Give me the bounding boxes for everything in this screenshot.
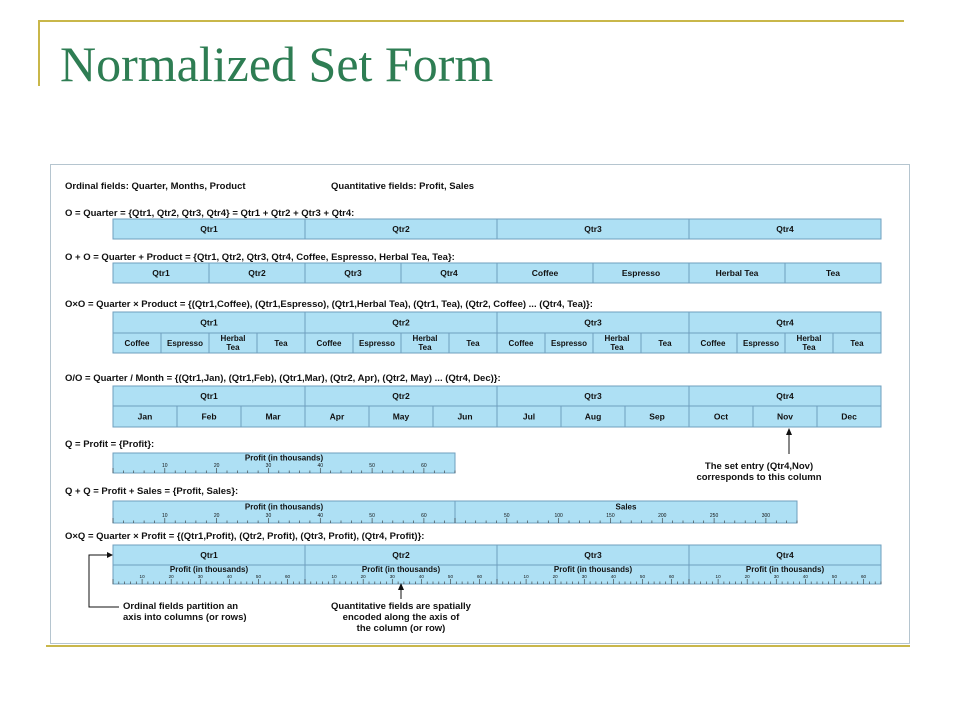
row-oxo-cells	[113, 312, 881, 353]
row-qpq-sales-tick-label: 150	[606, 513, 615, 519]
row-oso-month-cell-label: Oct	[713, 411, 729, 422]
row-qpq-sales-tick-label: 250	[709, 513, 719, 519]
row-oso-month-cell-label: Jan	[137, 411, 153, 422]
row-oxq-profit-tick-label: 60	[668, 574, 675, 579]
row-oxo-quarter-cell-label: Qtr2	[392, 317, 410, 328]
quant-note-line1: Quantitative fields are spatially	[331, 601, 471, 612]
row-oxo-product-label: Espresso	[550, 339, 588, 348]
row-oxo-product-label: Tea	[226, 343, 240, 352]
row-oxq-profit-tick-label: 10	[139, 574, 145, 579]
row-oxq-profit-tick-label: 30	[197, 574, 203, 579]
row-q-tick-label: 20	[213, 463, 220, 469]
row-oxq-profit-axis-title: Profit (in thousands)	[553, 565, 633, 575]
row-o-cell-label: Qtr3	[584, 224, 602, 234]
row-qpq-profit-tick-label: 30	[265, 513, 272, 519]
row-qpq-sales-tick-label: 50	[504, 513, 510, 519]
row-oso-cells	[113, 386, 881, 427]
row-qpq-profit-tick-label: 20	[213, 513, 220, 519]
set-entry-arrow-head	[786, 428, 792, 435]
row-oxq-profit-tick-label: 30	[581, 574, 587, 579]
row-q-tick-label: 60	[421, 463, 427, 469]
ordinal-note-line1: Ordinal fields partition an	[123, 601, 239, 612]
row-oxo-product-label: Espresso	[166, 339, 204, 348]
row-q-label: Q = Profit = {Profit}:	[65, 439, 155, 450]
ordinal-note-arrow-head	[107, 552, 113, 558]
row-oxq-profit-tick-label: 50	[639, 574, 646, 579]
row-oxo-product-label: Tea	[802, 343, 816, 352]
row-oso-month-cell-label: Mar	[265, 411, 281, 422]
row-oxo-quarter-cell-label: Qtr4	[776, 317, 794, 328]
row-oxo-product-label: Tea	[658, 339, 672, 348]
quant-note-line3: the column (or row)	[356, 623, 446, 634]
row-oxq-profit-tick-label: 50	[831, 574, 838, 579]
row-qpq-axis	[113, 501, 797, 523]
row-oso-month-cell-label: Jun	[457, 411, 473, 422]
row-oxo-product-label: Herbal	[412, 334, 438, 343]
ordinal-fields-label: Ordinal fields: Quarter, Months, Product	[65, 181, 246, 192]
row-oso-quarter-cell-label: Qtr3	[584, 391, 602, 401]
ordinal-note-line2: axis into columns (or rows)	[123, 612, 247, 623]
row-oxo-product-label: Coffee	[124, 339, 150, 348]
row-q-tick-label: 10	[162, 463, 168, 469]
row-oxq-profit-tick-label: 40	[610, 574, 616, 579]
row-oxq-profit-tick-label: 50	[255, 574, 262, 579]
row-oxq-profit-tick-label: 20	[360, 574, 366, 579]
row-oxo-product-label: Tea	[850, 339, 864, 348]
row-oxo-product-label: Tea	[418, 343, 432, 352]
row-oxq-quarter-cell-label: Qtr1	[200, 550, 218, 560]
row-oxq-profit-tick-label: 20	[168, 574, 174, 579]
decorative-vertical-line	[38, 20, 40, 86]
row-qpq-profit-axis-title: Profit (in thousands)	[244, 502, 324, 512]
row-oxq-profit-tick-label: 30	[389, 574, 395, 579]
row-oxq-profit-tick-label: 10	[331, 574, 337, 579]
quant-note-line2: encoded along the axis of	[342, 612, 460, 623]
row-oxq-profit-axis-title: Profit (in thousands)	[745, 565, 825, 575]
row-opo-cell-label: Qtr3	[344, 268, 362, 278]
row-q-axis	[113, 453, 455, 473]
row-oxq-quarter-cell-label: Qtr4	[776, 550, 794, 560]
row-oxq-quarter-cell-label: Qtr3	[584, 550, 602, 560]
row-oxo-quarter-cell-label: Qtr1	[200, 317, 218, 328]
row-qpq-label: Q + Q = Profit + Sales = {Profit, Sales}:	[65, 486, 239, 497]
row-oso-quarter-cell-label: Qtr4	[776, 391, 794, 401]
row-qpq-sales-tick-label: 200	[658, 513, 667, 519]
row-oxq-quarter-cell-label: Qtr2	[392, 550, 410, 560]
set-form-diagram	[51, 165, 909, 643]
row-oxq-profit-tick-label: 40	[418, 574, 424, 579]
row-qpq-sales-tick-label: 300	[761, 513, 771, 519]
row-o-cells	[113, 219, 881, 239]
slide-title: Normalized Set Form	[60, 36, 494, 92]
row-oxq-profit-tick-label: 60	[284, 574, 291, 579]
row-oxo-product-label: Espresso	[358, 339, 396, 348]
row-opo-cell-label: Tea	[825, 268, 841, 278]
row-oxo-product-label: Espresso	[742, 339, 780, 348]
row-oxo-product-label: Herbal	[220, 334, 246, 343]
row-oxq-profit-axis-title: Profit (in thousands)	[169, 565, 249, 575]
row-qpq-profit-tick-label: 50	[369, 513, 375, 519]
row-oso-month-cell-label: Sep	[649, 411, 665, 422]
row-opo-cell-label: Espresso	[621, 268, 661, 278]
row-oxq-profit-tick-label: 40	[226, 574, 232, 579]
row-oxq-profit-tick-label: 30	[773, 574, 779, 579]
row-oxo-product-label: Coffee	[508, 339, 534, 348]
row-oxq-profit-tick-label: 10	[715, 574, 721, 579]
row-o-label: O = Quarter = {Qtr1, Qtr2, Qtr3, Qtr4} = Qtr1 + Qtr2 + Qtr3 + Qtr4:	[65, 208, 355, 219]
row-opo-cell-label: Qtr2	[248, 268, 266, 278]
figure-frame	[50, 164, 910, 644]
row-qpq-sales-tick-label: 100	[554, 513, 563, 519]
row-q-axis-title: Profit (in thousands)	[244, 453, 324, 463]
row-opo-cell-label: Coffee	[531, 268, 559, 278]
row-q-tick-label: 40	[317, 463, 324, 469]
row-oxo-product-label: Tea	[610, 343, 624, 352]
row-oxo-quarter-cell-label: Qtr3	[584, 317, 602, 328]
row-oxq-label: O×Q = Quarter × Profit = {(Qtr1,Profit), (Qtr2, Profit), (Qtr3, Profit), (Qtr4, Profit)}:	[65, 531, 425, 542]
row-oxo-product-label: Coffee	[700, 339, 726, 348]
row-oxq-cells	[113, 545, 881, 584]
row-oso-month-cell-label: Apr	[329, 411, 345, 422]
row-qpq-profit-tick-label: 10	[162, 513, 168, 519]
set-entry-note-line2: corresponds to this column	[696, 472, 822, 483]
row-o-cell-label: Qtr1	[200, 224, 218, 234]
row-oxq-profit-tick-label: 10	[523, 574, 529, 579]
row-opo-label: O + O = Quarter + Product = {Qtr1, Qtr2, Qtr3, Qtr4, Coffee, Espresso, Herbal Tea, Tea}:	[65, 252, 455, 263]
row-oxo-product-label: Herbal	[796, 334, 822, 343]
row-qpq-profit-tick-label: 60	[421, 513, 427, 519]
row-oxq-profit-tick-label: 50	[447, 574, 454, 579]
row-oso-label: O/O = Quarter / Month = {(Qtr1,Jan), (Qtr1,Feb), (Qtr1,Mar), (Qtr2, Apr), (Qtr2, May) ... (Qtr4, Dec)}:	[65, 373, 501, 384]
row-q-tick-label: 30	[265, 463, 272, 469]
row-o-cell-label: Qtr2	[392, 224, 410, 234]
decorative-top-line	[40, 20, 904, 22]
row-oxo-label: O×O = Quarter × Product = {(Qtr1,Coffee), (Qtr1,Espresso), (Qtr1,Herbal Tea), (Qtr1, Tea), (Qtr2, Coffee) ... (Qtr4, Tea)}:	[65, 299, 593, 310]
row-oxq-profit-tick-label: 40	[802, 574, 808, 579]
row-oso-month-cell-label: Dec	[841, 411, 857, 422]
row-oso-month-cell-label: Jul	[522, 411, 536, 422]
quantitative-fields-label: Quantitative fields: Profit, Sales	[331, 181, 475, 192]
row-oso-month-cell-label: Feb	[201, 411, 217, 422]
row-oxo-product-label: Tea	[274, 339, 288, 348]
set-entry-note-line1: The set entry (Qtr4,Nov)	[704, 461, 814, 472]
row-oxq-profit-tick-label: 60	[476, 574, 483, 579]
row-oxo-product-label: Tea	[466, 339, 480, 348]
row-opo-cell-label: Qtr4	[440, 268, 458, 278]
row-oso-quarter-cell-label: Qtr2	[392, 391, 410, 401]
row-oxo-product-label: Herbal	[604, 334, 630, 343]
row-oxq-profit-tick-label: 60	[860, 574, 867, 579]
row-oso-month-cell-label: Nov	[776, 411, 794, 422]
row-oso-month-cell-label: Aug	[584, 411, 602, 422]
row-opo-cells	[113, 263, 881, 283]
row-oxq-profit-tick-label: 20	[552, 574, 558, 579]
row-oxq-profit-tick-label: 20	[744, 574, 750, 579]
row-oso-month-cell-label: May	[392, 411, 410, 422]
row-q-tick-label: 50	[369, 463, 375, 469]
row-o-cell-label: Qtr4	[776, 224, 794, 234]
row-oxq-profit-axis-title: Profit (in thousands)	[361, 565, 441, 575]
row-oxo-product-label: Coffee	[316, 339, 342, 348]
decorative-bottom-line	[46, 645, 910, 647]
row-opo-cell-label: Herbal Tea	[715, 268, 759, 278]
row-opo-cell-label: Qtr1	[152, 268, 170, 278]
row-oso-quarter-cell-label: Qtr1	[200, 391, 218, 401]
row-qpq-profit-tick-label: 40	[317, 513, 324, 519]
row-qpq-sales-axis-title: Sales	[615, 502, 637, 512]
